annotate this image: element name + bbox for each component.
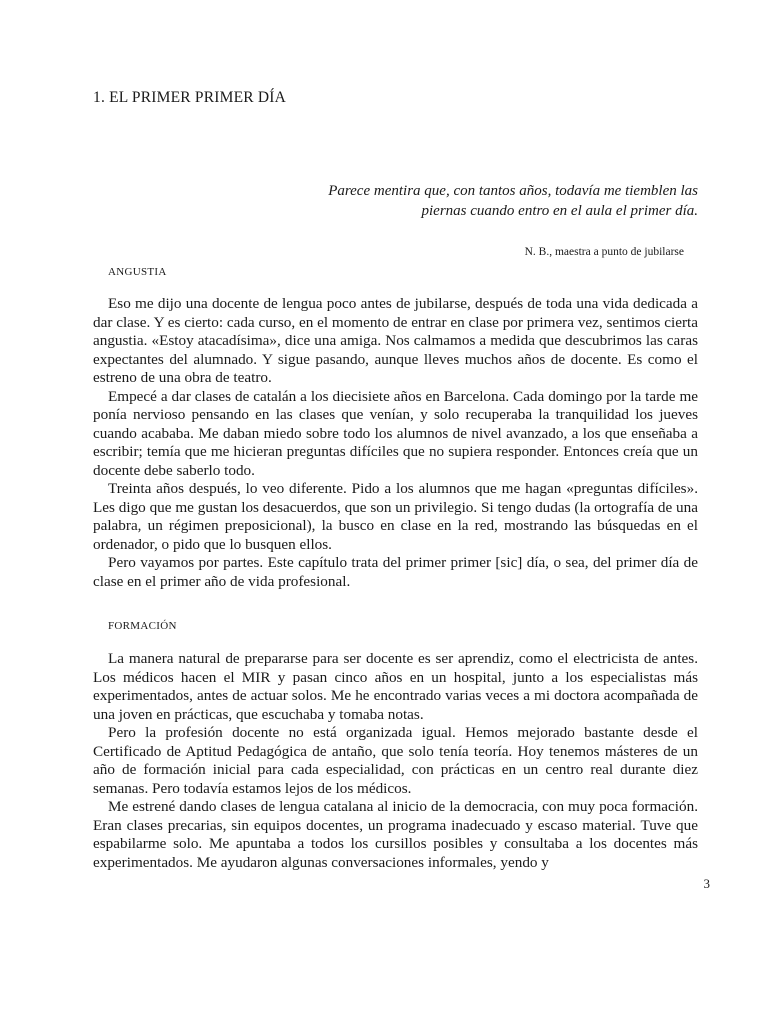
chapter-title: 1. EL PRIMER PRIMER DÍA	[93, 89, 287, 106]
epigraph-attribution: N. B., maestra a punto de jubilarse	[524, 246, 684, 258]
paragraph: Treinta años después, lo veo diferente. Pido a los alumnos que me hagan «preguntas difíciles». Les digo que me gustan los desacuerdos, que son un privilegio. Si tengo dudas (la ortografía de una palabra, un régimen preposicional), la busco en clase en la red, mostrando las búsquedas en el ordenador, o pido que lo busquen ellos.	[93, 480, 698, 553]
epigraph-line: Parece mentira que, con tantos años, todavía me tiemblen las	[328, 183, 698, 199]
section-heading-angustia: ANGUSTIA	[108, 266, 167, 278]
section-heading-formacion: FORMACIÓN	[108, 620, 177, 632]
epigraph-line: piernas cuando entro en el aula el primer día.	[421, 203, 698, 219]
section-body-formacion	[93, 650, 698, 872]
paragraph: Pero vayamos por partes. Este capítulo trata del primer primer [sic] día, o sea, del primer día de clase en el primer año de vida profesional.	[93, 554, 698, 590]
section-body-angustia	[93, 295, 698, 591]
paragraph: Pero la profesión docente no está organizada igual. Hemos mejorado bastante desde el Certificado de Aptitud Pedagógica de antaño, que solo tenía teoría. Hoy tenemos másteres de un año de formación inicial para cada especialidad, con prácticas en un centro real durante diez semanas. Pero todavía estamos lejos de los médicos.	[93, 724, 698, 797]
paragraph: Eso me dijo una docente de lengua poco antes de jubilarse, después de toda una vida dedicada a dar clase. Y es cierto: cada curso, en el momento de entrar en clase por primera vez, sentimos cierta angustia. «Estoy atacadísima», dice una amiga. Nos calmamos a medida que descubrimos las caras expectantes del alumnado. Y sigue pasando, aunque lleves muchos años de docente. Es como el estreno de una obra de teatro.	[93, 295, 698, 386]
epigraph	[258, 181, 698, 221]
page-number: 3	[703, 876, 710, 891]
paragraph: Empecé a dar clases de catalán a los diecisiete años en Barcelona. Cada domingo por la tarde me ponía nervioso pensando en las clases que venían, y solo recuperaba la tranquilidad los jueves cuando acababa. Me daban miedo sobre todo los alumnos de nivel avanzado, a los que enseñaba a escribir; temía que me hicieran preguntas difíciles que no supiera responder. Entonces creía que un docente debe saberlo todo.	[93, 387, 698, 479]
paragraph: Me estrené dando clases de lengua catalana al inicio de la democracia, con muy poca formación. Eran clases precarias, sin equipos docentes, un programa inadecuado y escaso material. Tuve que espabilarme solo. Me apuntaba a todos los cursillos posibles y consultaba a los docentes más experimentados. Me ayudaron algunas conversaciones informales, yendo y	[93, 798, 698, 871]
paragraph: La manera natural de prepararse para ser docente es ser aprendiz, como el electricista de antes. Los médicos hacen el MIR y pasan cinco años en un hospital, junto a los especialistas más experimentados, antes de actuar solos. Me he encontrado varias veces a mi doctora acompañada de una joven en prácticas, que escuchaba y tomaba notas.	[93, 650, 698, 723]
